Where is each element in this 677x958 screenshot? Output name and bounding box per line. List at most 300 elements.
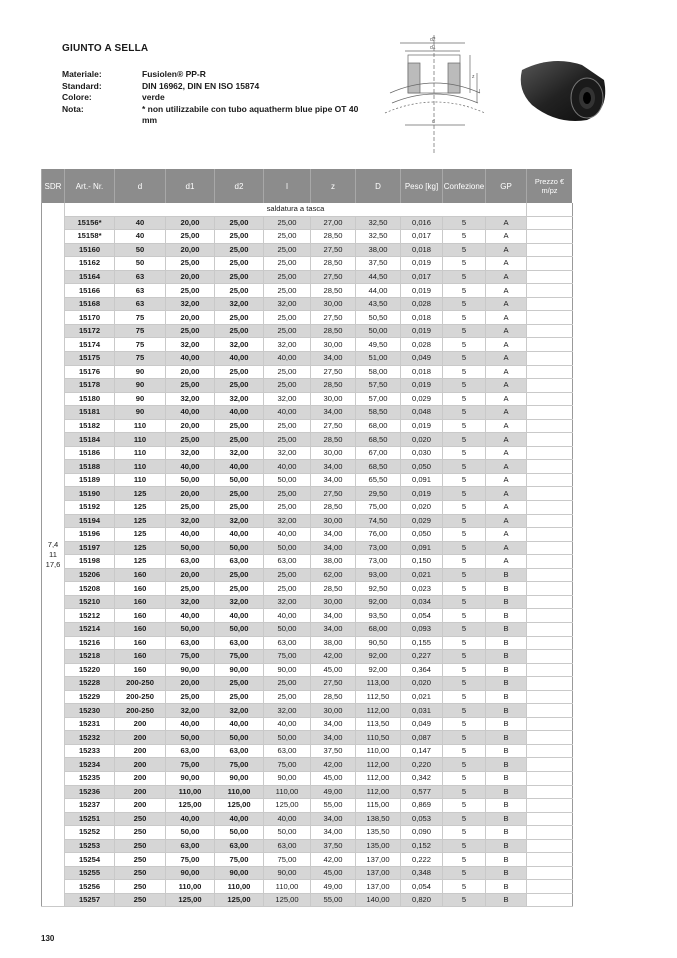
table-cell: 200 — [115, 744, 166, 758]
table-row — [42, 650, 573, 664]
sdr-cell: 7,4 11 17,6 — [42, 203, 65, 907]
price-cell — [527, 311, 573, 325]
table-cell: 34,00 — [311, 406, 356, 420]
table-cell: 25,00 — [264, 487, 311, 501]
table-cell: 25,00 — [215, 419, 264, 433]
table-cell: 32,00 — [264, 446, 311, 460]
table-cell: 25,00 — [215, 257, 264, 271]
table-cell: 125 — [115, 487, 166, 501]
table-cell: 5 — [443, 609, 486, 623]
table-cell: 62,00 — [311, 568, 356, 582]
table-cell: 90,00 — [264, 866, 311, 880]
subheader-row — [42, 203, 573, 216]
table-cell: 38,00 — [311, 555, 356, 569]
table-cell: 50,00 — [166, 473, 215, 487]
table-row — [42, 338, 573, 352]
spec-value: verde — [142, 92, 165, 103]
table-cell: 93,00 — [356, 568, 401, 582]
table-cell: 200 — [115, 799, 166, 813]
table-cell: 37,50 — [311, 744, 356, 758]
spec-key: Standard: — [62, 80, 102, 91]
spec-key: Materiale: — [62, 69, 102, 79]
table-cell: 112,00 — [356, 758, 401, 772]
table-cell: 34,00 — [311, 826, 356, 840]
table-cell: 5 — [443, 690, 486, 704]
table-cell: 50,50 — [356, 311, 401, 325]
table-cell: 63,00 — [264, 636, 311, 650]
table-cell: 30,00 — [311, 514, 356, 528]
table-row — [42, 297, 573, 311]
table-cell: 5 — [443, 324, 486, 338]
table-cell: B — [486, 731, 527, 745]
table-cell: 20,00 — [166, 677, 215, 691]
table-cell: 73,00 — [356, 541, 401, 555]
table-cell: 0,227 — [401, 650, 443, 664]
price-cell — [527, 379, 573, 393]
table-cell: 27,50 — [311, 419, 356, 433]
table-cell: 15164 — [65, 270, 115, 284]
table-cell: 15190 — [65, 487, 115, 501]
table-row — [42, 826, 573, 840]
table-cell: 40,00 — [215, 609, 264, 623]
table-cell: 90,00 — [264, 771, 311, 785]
table-cell: 28,50 — [311, 230, 356, 244]
table-cell: 27,50 — [311, 311, 356, 325]
table-cell: 0,020 — [401, 433, 443, 447]
table-cell: 15176 — [65, 365, 115, 379]
table-cell: 28,50 — [311, 501, 356, 515]
table-cell: B — [486, 582, 527, 596]
price-cell — [527, 704, 573, 718]
table-cell: 55,00 — [311, 893, 356, 907]
table-cell: 25,00 — [264, 582, 311, 596]
table-cell: 0,364 — [401, 663, 443, 677]
table-cell: 30,00 — [311, 446, 356, 460]
table-cell: B — [486, 636, 527, 650]
table-cell: 112,50 — [356, 690, 401, 704]
table-cell: 110 — [115, 473, 166, 487]
table-cell: 93,50 — [356, 609, 401, 623]
table-cell: 5 — [443, 284, 486, 298]
table-cell: 40,00 — [215, 406, 264, 420]
table-cell: 58,00 — [356, 365, 401, 379]
table-cell: 5 — [443, 311, 486, 325]
table-cell: 15253 — [65, 839, 115, 853]
table-cell: 15210 — [65, 595, 115, 609]
table-cell: 5 — [443, 514, 486, 528]
table-cell: 45,00 — [311, 866, 356, 880]
table-cell: 5 — [443, 704, 486, 718]
table-cell: 15196 — [65, 528, 115, 542]
table-cell: 5 — [443, 853, 486, 867]
table-cell: 32,00 — [166, 595, 215, 609]
table-cell: 25,00 — [215, 216, 264, 230]
table-cell: 15228 — [65, 677, 115, 691]
price-cell — [527, 595, 573, 609]
table-cell: 15156* — [65, 216, 115, 230]
table-cell: 5 — [443, 297, 486, 311]
price-cell — [527, 677, 573, 691]
table-cell: 25,00 — [264, 379, 311, 393]
table-cell: 90,50 — [356, 636, 401, 650]
table-cell: 15218 — [65, 650, 115, 664]
spec-value: * non utilizzabile con tubo aquatherm blue pipe OT 40 mm — [142, 103, 359, 126]
table-cell: B — [486, 812, 527, 826]
table-row — [42, 785, 573, 799]
table-cell: 75,00 — [264, 758, 311, 772]
table-cell: 25,00 — [166, 501, 215, 515]
table-cell: 137,00 — [356, 880, 401, 894]
table-cell: 15229 — [65, 690, 115, 704]
table-cell: 25,00 — [215, 324, 264, 338]
table-cell: 0,091 — [401, 541, 443, 555]
table-cell: 63 — [115, 284, 166, 298]
table-cell: 75 — [115, 352, 166, 366]
table-cell: 0,018 — [401, 365, 443, 379]
table-row — [42, 663, 573, 677]
table-cell: B — [486, 677, 527, 691]
table-cell: 125 — [115, 541, 166, 555]
table-cell: 15232 — [65, 731, 115, 745]
table-cell: 110 — [115, 460, 166, 474]
table-cell: 25,00 — [166, 284, 215, 298]
spec-value: Fusiolen® PP-R — [142, 69, 206, 79]
table-cell: 5 — [443, 419, 486, 433]
table-cell: 113,00 — [356, 677, 401, 691]
table-cell: 135,00 — [356, 839, 401, 853]
table-cell: 50 — [115, 243, 166, 257]
col-header: l — [264, 169, 311, 203]
table-cell: A — [486, 392, 527, 406]
table-cell: 15255 — [65, 866, 115, 880]
table-cell: 5 — [443, 595, 486, 609]
table-cell: 5 — [443, 433, 486, 447]
table-cell: 29,50 — [356, 487, 401, 501]
table-cell: 90 — [115, 392, 166, 406]
table-cell: A — [486, 419, 527, 433]
table-cell: 76,00 — [356, 528, 401, 542]
table-cell: B — [486, 799, 527, 813]
table-cell: 75,00 — [166, 650, 215, 664]
table-cell: 125,00 — [215, 893, 264, 907]
table-cell: 0,021 — [401, 690, 443, 704]
table-cell: 5 — [443, 487, 486, 501]
table-cell: 15198 — [65, 555, 115, 569]
table-cell: 110,00 — [356, 744, 401, 758]
table-cell: 5 — [443, 541, 486, 555]
table-cell: 34,00 — [311, 812, 356, 826]
table-row — [42, 230, 573, 244]
table-cell: 25,00 — [215, 270, 264, 284]
table-cell: 0,342 — [401, 771, 443, 785]
table-cell: 25,00 — [264, 230, 311, 244]
price-cell — [527, 230, 573, 244]
table-cell: 110,00 — [166, 785, 215, 799]
table-cell: 125 — [115, 501, 166, 515]
table-cell: 28,50 — [311, 690, 356, 704]
table-cell: 15206 — [65, 568, 115, 582]
table-cell: 0,152 — [401, 839, 443, 853]
table-cell: A — [486, 216, 527, 230]
col-header: d2 — [215, 169, 264, 203]
table-cell: 25,00 — [215, 487, 264, 501]
table-cell: 25,00 — [215, 690, 264, 704]
table-cell: 15208 — [65, 582, 115, 596]
table-cell: 110 — [115, 446, 166, 460]
table-cell: 15178 — [65, 379, 115, 393]
table-cell: A — [486, 501, 527, 515]
table-cell: 112,00 — [356, 704, 401, 718]
price-cell — [527, 473, 573, 487]
table-cell: 250 — [115, 893, 166, 907]
table-cell: 0,017 — [401, 230, 443, 244]
table-cell: B — [486, 609, 527, 623]
table-cell: 25,00 — [264, 419, 311, 433]
table-cell: 40 — [115, 230, 166, 244]
table-cell: 27,50 — [311, 243, 356, 257]
table-cell: 32,00 — [264, 392, 311, 406]
price-cell — [527, 582, 573, 596]
table-cell: 25,00 — [264, 257, 311, 271]
table-cell: A — [486, 338, 527, 352]
table-cell: 63,00 — [215, 636, 264, 650]
col-header: Peso [kg] — [401, 169, 443, 203]
table-cell: 5 — [443, 650, 486, 664]
table-cell: 63,00 — [264, 839, 311, 853]
table-cell: 5 — [443, 555, 486, 569]
table-cell: 5 — [443, 826, 486, 840]
table-cell: 5 — [443, 365, 486, 379]
table-cell: 32,00 — [264, 704, 311, 718]
table-cell: 73,00 — [356, 555, 401, 569]
table-cell: 125 — [115, 514, 166, 528]
table-cell: 27,00 — [311, 216, 356, 230]
table-cell: A — [486, 460, 527, 474]
table-cell: 25,00 — [215, 243, 264, 257]
table-cell: 50 — [115, 257, 166, 271]
table-cell: 0,050 — [401, 528, 443, 542]
label-d1: d1 — [430, 45, 436, 51]
table-cell: A — [486, 487, 527, 501]
table-cell: 44,00 — [356, 284, 401, 298]
table-row — [42, 352, 573, 366]
table-cell: 15214 — [65, 622, 115, 636]
table-cell: 30,00 — [311, 595, 356, 609]
table-cell: 63,00 — [166, 839, 215, 853]
price-cell — [527, 392, 573, 406]
table-cell: 90 — [115, 365, 166, 379]
table-cell: A — [486, 379, 527, 393]
table-cell: 125 — [115, 528, 166, 542]
table-cell: 113,50 — [356, 717, 401, 731]
price-cell — [527, 744, 573, 758]
table-cell: 90 — [115, 379, 166, 393]
table-cell: 90,00 — [215, 866, 264, 880]
table-row — [42, 501, 573, 515]
table-row — [42, 677, 573, 691]
table-cell: 40,00 — [166, 812, 215, 826]
table-cell: 0,021 — [401, 568, 443, 582]
table-cell: 160 — [115, 582, 166, 596]
table-cell: 0,049 — [401, 352, 443, 366]
table-cell: 43,50 — [356, 297, 401, 311]
table-cell: 25,00 — [264, 270, 311, 284]
price-cell — [527, 338, 573, 352]
price-cell — [527, 541, 573, 555]
table-cell: 125,00 — [215, 799, 264, 813]
table-cell: 40,00 — [215, 717, 264, 731]
table-cell: 15192 — [65, 501, 115, 515]
table-cell: 5 — [443, 582, 486, 596]
table-cell: 90,00 — [166, 663, 215, 677]
table-row — [42, 284, 573, 298]
table-cell: 50,00 — [264, 473, 311, 487]
table-cell: 15182 — [65, 419, 115, 433]
col-header: SDR — [42, 169, 65, 203]
table-cell: 68,50 — [356, 460, 401, 474]
table-row — [42, 758, 573, 772]
table-cell: 0,050 — [401, 460, 443, 474]
table-cell: 34,00 — [311, 541, 356, 555]
table-cell: 50,00 — [264, 826, 311, 840]
table-cell: 0,017 — [401, 270, 443, 284]
table-cell: 32,00 — [264, 338, 311, 352]
table-cell: 40,00 — [166, 406, 215, 420]
price-cell — [527, 771, 573, 785]
table-cell: 125,00 — [166, 799, 215, 813]
table-cell: 50,00 — [215, 826, 264, 840]
table-cell: 25,00 — [264, 311, 311, 325]
table-cell: 0,018 — [401, 243, 443, 257]
table-cell: 38,00 — [356, 243, 401, 257]
table-cell: 0,030 — [401, 446, 443, 460]
page-title: GIUNTO A SELLA — [62, 43, 149, 54]
table-cell: 0,028 — [401, 338, 443, 352]
table-cell: 15252 — [65, 826, 115, 840]
table-cell: 25,00 — [264, 501, 311, 515]
table-cell: 160 — [115, 663, 166, 677]
table-cell: 25,00 — [166, 582, 215, 596]
table-cell: 110,00 — [264, 880, 311, 894]
table-cell: 15160 — [65, 243, 115, 257]
table-cell: 42,00 — [311, 650, 356, 664]
table-cell: A — [486, 297, 527, 311]
table-cell: 49,00 — [311, 785, 356, 799]
table-cell: 5 — [443, 257, 486, 271]
table-cell: 5 — [443, 677, 486, 691]
table-cell: 115,00 — [356, 799, 401, 813]
table-cell: A — [486, 257, 527, 271]
table-row — [42, 460, 573, 474]
table-cell: 0,031 — [401, 704, 443, 718]
table-cell: 32,00 — [264, 514, 311, 528]
table-cell: 0,016 — [401, 216, 443, 230]
price-cell — [527, 636, 573, 650]
table-row — [42, 622, 573, 636]
table-row — [42, 270, 573, 284]
table-cell: 32,00 — [215, 514, 264, 528]
table-cell: B — [486, 650, 527, 664]
table-cell: 15184 — [65, 433, 115, 447]
table-cell: 68,00 — [356, 622, 401, 636]
table-cell: 40,00 — [215, 528, 264, 542]
table-row — [42, 487, 573, 501]
table-cell: 74,50 — [356, 514, 401, 528]
table-cell: 0,155 — [401, 636, 443, 650]
table-cell: 160 — [115, 609, 166, 623]
price-cell — [527, 514, 573, 528]
table-cell: 27,50 — [311, 365, 356, 379]
table-cell: 0,577 — [401, 785, 443, 799]
table-cell: 0,020 — [401, 677, 443, 691]
price-cell — [527, 663, 573, 677]
table-cell: 25,00 — [166, 257, 215, 271]
table-cell: 0,020 — [401, 501, 443, 515]
table-cell: 75,00 — [264, 650, 311, 664]
table-cell: 34,00 — [311, 352, 356, 366]
price-cell — [527, 446, 573, 460]
table-row — [42, 365, 573, 379]
table-cell: 63,00 — [264, 555, 311, 569]
table-cell: B — [486, 690, 527, 704]
table-cell: 50,00 — [264, 622, 311, 636]
table-cell: B — [486, 744, 527, 758]
table-cell: B — [486, 826, 527, 840]
table-cell: 15235 — [65, 771, 115, 785]
table-row — [42, 324, 573, 338]
table-cell: 63,00 — [215, 744, 264, 758]
table-cell: 40,00 — [264, 460, 311, 474]
table-cell: 25,00 — [215, 365, 264, 379]
table-cell: A — [486, 365, 527, 379]
table-cell: 0,034 — [401, 595, 443, 609]
table-cell: 15234 — [65, 758, 115, 772]
table-cell: 0,023 — [401, 582, 443, 596]
price-cell — [527, 284, 573, 298]
table-cell: 32,00 — [166, 704, 215, 718]
col-header: Confezione — [443, 169, 486, 203]
table-cell: 50,00 — [166, 541, 215, 555]
table-cell: 15186 — [65, 446, 115, 460]
table-cell: 40 — [115, 216, 166, 230]
table-cell: 110,50 — [356, 731, 401, 745]
table-cell: 63,00 — [166, 555, 215, 569]
table-cell: 110 — [115, 433, 166, 447]
table-cell: 25,00 — [264, 243, 311, 257]
table-row — [42, 311, 573, 325]
price-cell — [527, 812, 573, 826]
table-cell: A — [486, 243, 527, 257]
table-cell: 50,00 — [215, 541, 264, 555]
table-cell: 40,00 — [166, 717, 215, 731]
table-cell: 15189 — [65, 473, 115, 487]
technical-drawing — [380, 33, 490, 158]
table-cell: 250 — [115, 853, 166, 867]
table-cell: 5 — [443, 839, 486, 853]
table-cell: 200 — [115, 717, 166, 731]
table-cell: 110 — [115, 419, 166, 433]
table-cell: 75 — [115, 338, 166, 352]
table-cell: 5 — [443, 568, 486, 582]
table-row — [42, 473, 573, 487]
table-cell: 5 — [443, 785, 486, 799]
col-header: Prezzo € m/pz — [527, 169, 573, 203]
table-row — [42, 582, 573, 596]
price-cell — [527, 460, 573, 474]
table-cell: A — [486, 270, 527, 284]
price-cell — [527, 853, 573, 867]
table-cell: 160 — [115, 636, 166, 650]
